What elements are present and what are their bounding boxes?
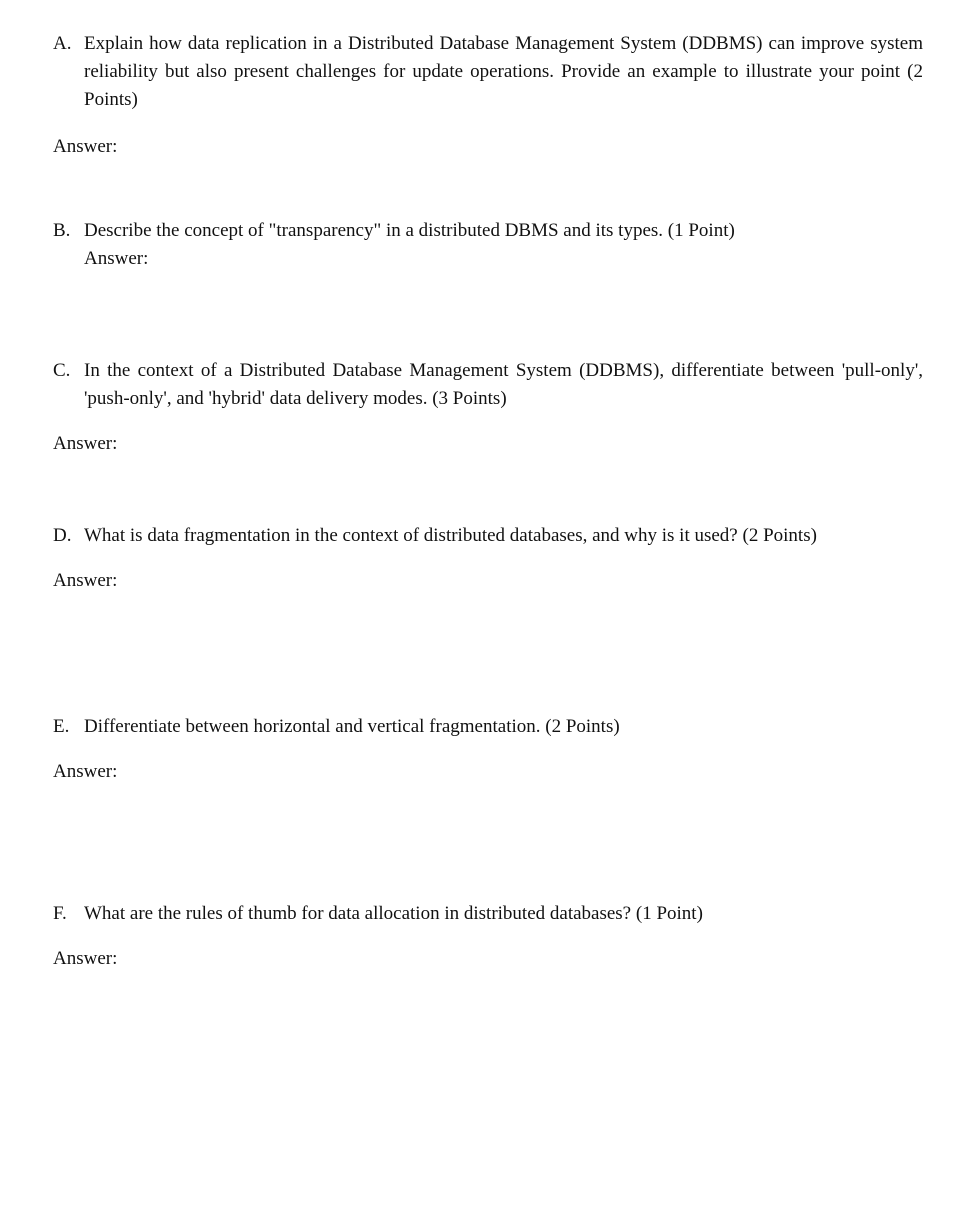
question-e: [53, 713, 923, 741]
answer-label-c: Answer:: [53, 433, 118, 454]
question-d-letter: D.: [53, 525, 72, 546]
question-b-text: Describe the concept of "transparency" in a distributed DBMS and its types. (1 Point): [84, 220, 735, 241]
question-d: [53, 522, 923, 550]
question-b-letter: B.: [53, 220, 71, 241]
answer-label-e: Answer:: [53, 761, 118, 782]
answer-label-d: Answer:: [53, 570, 118, 591]
question-e-letter: E.: [53, 716, 70, 737]
answer-label-f: Answer:: [53, 948, 118, 969]
question-a: [53, 30, 923, 114]
question-e-text: Differentiate between horizontal and vertical fragmentation. (2 Points): [84, 716, 620, 737]
question-f: [53, 900, 923, 928]
question-c: [53, 357, 923, 413]
question-f-text: What are the rules of thumb for data allocation in distributed databases? (1 Point): [84, 903, 703, 924]
question-c-letter: C.: [53, 360, 71, 381]
answer-label-b: Answer:: [84, 248, 149, 269]
question-b: [53, 217, 923, 245]
answer-label-a: Answer:: [53, 136, 118, 157]
question-f-letter: F.: [53, 903, 67, 924]
question-c-text: In the context of a Distributed Database Management System (DDBMS), differentiate between 'pull-only', 'push-only', and 'hybrid' data delivery modes. (3 Points): [84, 360, 923, 409]
question-d-text: What is data fragmentation in the context of distributed databases, and why is it used? (2 Points): [84, 525, 817, 546]
question-a-letter: A.: [53, 33, 72, 54]
question-a-text: Explain how data replication in a Distributed Database Management System (DDBMS) can improve system reliability but also present challenges for update operations. Provide an example to illustrate your point (2 Points): [84, 33, 923, 110]
